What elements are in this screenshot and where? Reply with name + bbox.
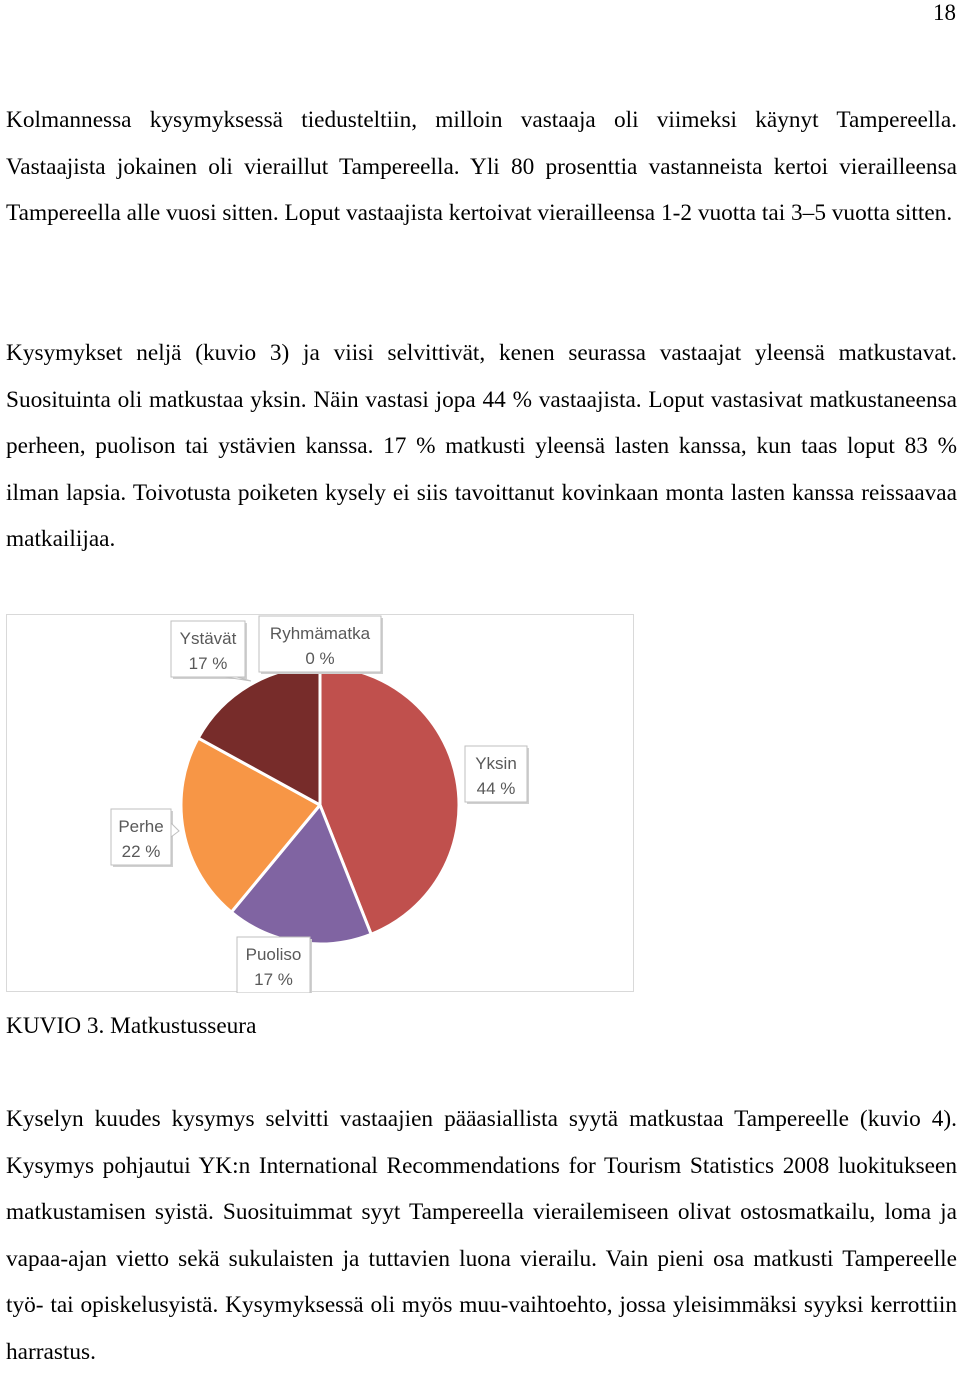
data-label-name: Ryhmämatka [269, 624, 371, 643]
data-label-ystävät [171, 621, 251, 681]
data-label-name: Perhe [118, 817, 164, 836]
page-number: 18 [933, 0, 956, 25]
data-label-value: 22 % [121, 842, 161, 861]
data-label-puoliso [237, 937, 312, 993]
data-label-value: 44 % [476, 779, 516, 798]
data-label-name: Yksin [475, 754, 517, 773]
pie-chart [6, 614, 634, 992]
paragraph-2: Kysymykset neljä (kuvio 3) ja viisi selvittivät, kenen seurassa vastaajat yleensä matkustavat. Suosituinta oli matkustaa yksin. Näin vastasi jopa 44 % vastaajista. Loput vastasivat matkustaneensa perheen, puolison tai ystävien kanssa. 17 % matkusti yleensä lasten kanssa, kun taas loput 83 % ilman lapsia. Toivotusta poiketen kysely ei siis tavoittanut kovinkaan monta lasten kanssa reissaavaa matkailijaa. [6, 340, 957, 552]
data-label-yksin [465, 746, 529, 804]
pie-chart-svg [7, 615, 635, 993]
data-label-perhe [111, 809, 179, 867]
paragraph-1: Kolmannessa kysymyksessä tiedusteltiin, milloin vastaaja oli viimeksi käynyt Tampereella. Vastaajista jokainen oli vieraillut Tampereella. Yli 80 prosenttia vastanneista kertoi vierailleensa Tampereella alle vuosi sitten. Loput vastaajista kertoivat vierailleensa 1-2 vuotta tai 3–5 vuotta sitten. [6, 107, 957, 226]
data-label-name: Puoliso [245, 945, 302, 964]
data-label-value: 17 % [188, 654, 228, 673]
data-label-ryhmämatka [259, 616, 383, 674]
figure-caption: KUVIO 3. Matkustusseura [6, 1013, 257, 1039]
data-label-name: Ystävät [179, 629, 237, 648]
data-label-value: 0 % [305, 649, 335, 668]
paragraph-3: Kyselyn kuudes kysymys selvitti vastaajien pääasiallista syytä matkustaa Tampereelle (kuvio 4). Kysymys pohjautui YK:n International Recommendations for Tourism Statistics 2008 luokitukseen matkustamisen syistä. Suosituimmat syyt Tampereella vierailemiseen olivat ostosmatkailu, loma ja vapaa-ajan vietto sekä sukulaisten ja tuttavien luona vierailu. Vain pieni osa matkusti Tampereelle työ- tai opiskelusyistä. Kysymyksessä oli myös muu-vaihtoehto, jossa yleisimmäksi syyksi kerrottiin harrastus. [6, 1106, 957, 1365]
data-label-value: 17 % [254, 970, 293, 989]
